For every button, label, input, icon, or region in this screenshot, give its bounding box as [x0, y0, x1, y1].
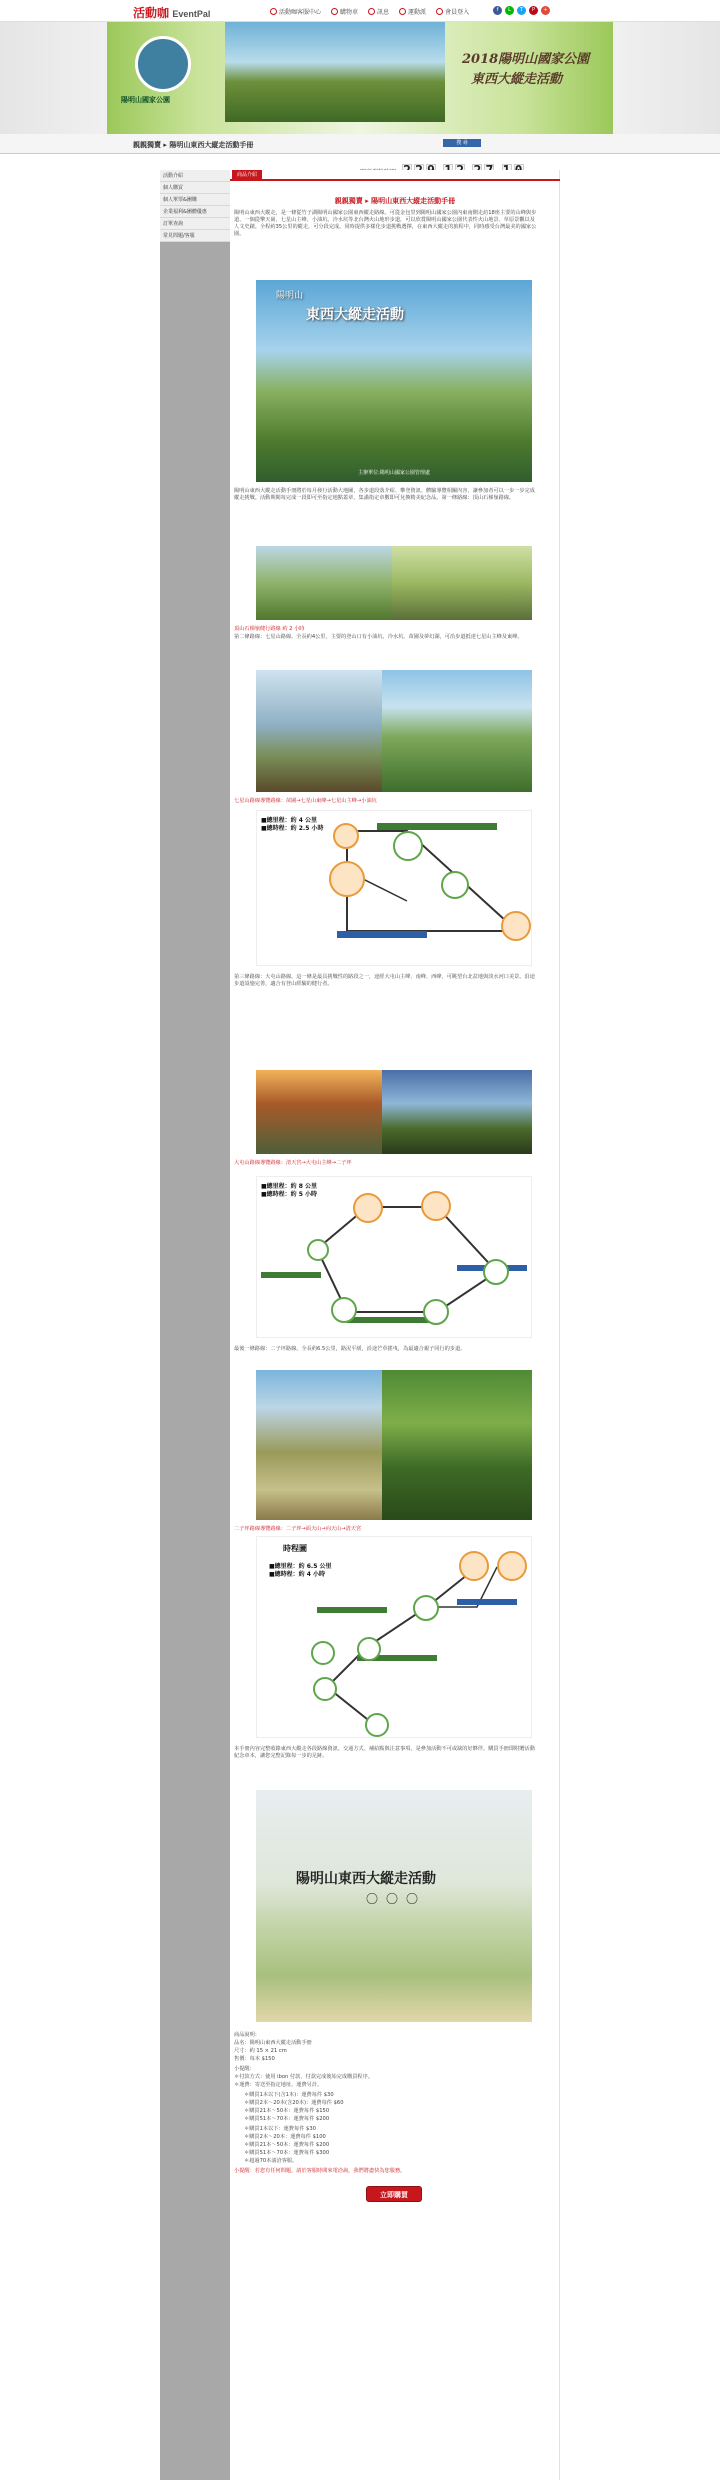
map3-route-lines: [257, 1537, 533, 1739]
banner-image: [107, 22, 613, 134]
details-line: 商品說明：: [234, 2032, 260, 2038]
park-emblem-icon: [135, 36, 191, 92]
details-line: ＊購買2本～20本(含20本)：運費每件 $60: [244, 2100, 344, 2106]
site-logo[interactable]: [133, 4, 210, 21]
map1-route-lines: [257, 811, 533, 967]
map3-total-distance: ■總里程：約 6.5 公里: [269, 1563, 332, 1570]
details-line: 品名：陽明山東西大縱走活動手冊: [234, 2040, 312, 2046]
sport-icon: [399, 8, 406, 15]
map2-total-distance: ■總里程：約 8 公里: [261, 1183, 318, 1190]
map2-node: [483, 1259, 509, 1285]
grassland-photo: [256, 1370, 382, 1520]
top-bar: [0, 0, 720, 22]
route4-label: 二子坪路線導覽路線：二子坪→面天山→向天山→清天宮: [234, 1526, 362, 1532]
poster2-title: 陽明山東西大縱走活動: [296, 1871, 436, 1887]
map3-total-time: ■總時程：約 4 小時: [269, 1571, 326, 1578]
sidebar-item-enterprise[interactable]: 企業福利&團體優惠: [160, 206, 230, 218]
article-title: 親親獨賣 ▸ 陽明山東西大縱走活動手冊: [334, 197, 456, 205]
map2-node: [331, 1297, 357, 1323]
nav-sport-label: 運動派: [408, 9, 427, 16]
map3-node: [497, 1551, 527, 1581]
map3-node: [365, 1713, 389, 1737]
sidebar-item-personal[interactable]: 個人購買: [160, 182, 230, 194]
logo-cn: 活動咖: [133, 6, 170, 20]
sunset-photo: [256, 1070, 382, 1154]
social-links: [493, 6, 550, 15]
poster2-stamp-circles: 〇〇〇: [366, 1892, 427, 1906]
nav-login[interactable]: [436, 7, 469, 16]
bird-photo: [256, 670, 382, 792]
forest-photo: [382, 1370, 532, 1520]
search-button[interactable]: 搜 尋: [443, 139, 481, 147]
top-nav: [270, 7, 469, 16]
intro-text: 陽明山東西大縱走，是一條從竹子湖陽明山國家公園東西縱走路線。可從金包里到陽明山國家公園內東南側走訪18座主要的山峰與步道，一個從擎天崗、七星山主峰、小油坑、冷水坑等北台灣火山地形步道，可以欣賞陽明山國家公園代表性火山地景、草原景觀以及人文史蹟。全程約35公里的縱走，可分段完成。同時提供多樣化步道挑戰選擇，在東西大縱走的旅程中，同時感受台灣最美的國家公園。: [234, 210, 537, 237]
details-line: ＊購買2本～20本：運費每件 $100: [244, 2134, 326, 2140]
route-map-1: [256, 810, 532, 966]
sidebar-item-orders[interactable]: 訂單查詢: [160, 218, 230, 230]
map1-node-end: [501, 911, 531, 941]
details-line: 尺寸：約 15 × 21 cm: [234, 2048, 287, 2054]
map1-total-time: ■總時程：約 2.5 小時: [261, 825, 324, 832]
map2-total-time: ■總時程：約 5 小時: [261, 1191, 318, 1198]
tab-product-intro[interactable]: 商品介紹: [232, 170, 262, 181]
banner-title-event: 東西大縱走活動: [471, 72, 563, 87]
map1-total-distance: ■總里程：約 4 公里: [261, 817, 318, 824]
map1-node: [393, 831, 423, 861]
sidebar-item-intro[interactable]: 活動介紹: [160, 170, 230, 182]
poster-caption: 主辦單位:陽明山國家公園管理處: [358, 470, 430, 476]
details-line: 小提醒：: [234, 2066, 255, 2072]
nav-login-label: 會員登入: [445, 9, 470, 16]
nav-message[interactable]: [368, 7, 389, 16]
main-content: [230, 170, 560, 2480]
nav-sport[interactable]: [399, 7, 426, 16]
poster-title: 東西大縱走活動: [306, 307, 404, 323]
details-line: ＊運費：寄送至指定地址，運費另計。: [234, 2082, 323, 2088]
sidebar: [160, 170, 230, 2480]
nav-service[interactable]: [270, 7, 321, 16]
sidebar-item-faq[interactable]: 常見問題/客服: [160, 230, 230, 242]
banner: [0, 22, 720, 134]
breadcrumb-bar: [0, 134, 720, 154]
mid-text: 陽明山東西大縱走活動手冊將於每月發行活動大地圖，各步道段落介紹、攀登資訊、體驗導覽相關內容，讓參加者可以一步一步完成縱走挑戰。活動期間每完成一段即可至指定地點蓋章，集滿指定章數即可兌換精美紀念品。第一條路線：頂山石梯嶺路線。: [234, 488, 535, 501]
sidebar-item-group[interactable]: 個人單票&團購: [160, 194, 230, 206]
details-line: ＊購買1本以下(含1本)：運費每件 $30: [244, 2092, 334, 2098]
route1-label: 頂山石梯嶺健行路線 約 2 小時: [234, 626, 305, 632]
details-line: ＊付款方式：使用 ibon 付款，付款完成後始完成購買程序。: [234, 2074, 373, 2080]
poster-subtitle: 陽明山: [276, 291, 304, 301]
nav-cart-label: 購物車: [340, 9, 359, 16]
map3-node: [357, 1637, 381, 1661]
map2-route-lines: [257, 1177, 533, 1339]
details-line: ＊購買51本～70本：運費每件 $200: [244, 2116, 330, 2122]
closing-text: 本手冊內容完整收錄東西大縱走各段路線資訊、交通方式、補給點與注意事項，是參加活動不可或缺的好夥伴。購買手冊即附贈活動紀念章本，讓您完整記錄每一步的足跡。: [234, 1746, 535, 1759]
content-tabs: [230, 170, 560, 181]
route-map-2: [256, 1176, 532, 1338]
buy-now-button[interactable]: 立即購買: [366, 2186, 422, 2202]
datun-photo: [382, 1070, 532, 1154]
details-line: ＊購買1本以下：運費每件 $30: [244, 2126, 316, 2132]
map2-node: [421, 1191, 451, 1221]
cart-icon: [331, 8, 338, 15]
nav-message-label: 訊息: [377, 9, 390, 16]
map2-node: [353, 1193, 383, 1223]
service-icon: [270, 8, 277, 15]
nav-service-label: 活動咖客服中心: [279, 9, 322, 16]
details-line: ＊購買21本～50本：運費每件 $200: [244, 2142, 330, 2148]
google-plus-icon[interactable]: +: [541, 6, 550, 15]
map3-node: [311, 1641, 335, 1665]
logo-en: EventPal: [172, 9, 211, 19]
banner-title-year: 2018陽明山國家公園: [462, 52, 590, 67]
breadcrumb: 親親獨賣 ▸ 陽明山東西大縱走活動手冊: [133, 141, 254, 149]
map1-node-start: [333, 823, 359, 849]
user-icon: [436, 8, 443, 15]
map3-node: [459, 1551, 489, 1581]
details-line: ＊購買51本～70本：運費每件 $300: [244, 2150, 330, 2156]
banner-org: 陽明山國家公園: [121, 96, 170, 104]
route3-label: 大屯山路線導覽路線：清天宮→大屯山主峰→二子坪: [234, 1160, 352, 1166]
map3-heading: 時程圖: [283, 1544, 307, 1553]
map2-node: [307, 1239, 329, 1261]
details-line: ＊購買21本～50本：運費每件 $150: [244, 2108, 330, 2114]
event-poster: [256, 280, 532, 482]
details-reminder: 小提醒：若您有任何問題，請於客服時間來電洽詢，我們將盡快為您服務。: [234, 2168, 406, 2174]
map2-node: [423, 1299, 449, 1325]
pinterest-icon[interactable]: P: [529, 6, 538, 15]
map1-node: [441, 871, 469, 899]
route4-text: 最後一條路線：二子坪路線。全長約6.5公里，路況平緩，沿途芒草搖曳，為最適合親子同行的步道。: [234, 1346, 466, 1352]
facebook-icon[interactable]: f: [493, 6, 502, 15]
event-poster-2: [256, 1790, 532, 2022]
buffalo-photo: [392, 546, 532, 620]
twitter-icon[interactable]: T: [517, 6, 526, 15]
qixing-photo: [382, 670, 532, 792]
map3-node: [313, 1677, 337, 1701]
route2-label: 七星山路線導覽路線：苗圃→七星山東峰→七星山主峰→小油坑: [234, 798, 377, 804]
details-line: ＊超過70本請洽客服。: [244, 2158, 298, 2164]
nav-cart[interactable]: [331, 7, 358, 16]
details-line: 售價：每本 $150: [234, 2056, 275, 2062]
route-map-3: [256, 1536, 532, 1738]
trail-photo: [256, 546, 392, 620]
route1-text: 第二條路線：七星山路線。全長約4公里，主要的登山口有小油坑、冷水坑、苗圃及夢幻湖，可沿步道抵達七星山主峰及東峰。: [234, 634, 523, 640]
map3-node: [413, 1595, 439, 1621]
line-icon[interactable]: L: [505, 6, 514, 15]
map1-node: [329, 861, 365, 897]
message-icon: [368, 8, 375, 15]
route3-text: 第三條路線：大屯山路線。這一條是最具挑戰性的路段之一，途經大屯山主峰、南峰、西峰，可眺望台北盆地與淡水河口美景。沿途步道設施完善，適合有登山經驗的健行者。: [234, 974, 535, 987]
banner-mountain-photo: [225, 22, 445, 122]
